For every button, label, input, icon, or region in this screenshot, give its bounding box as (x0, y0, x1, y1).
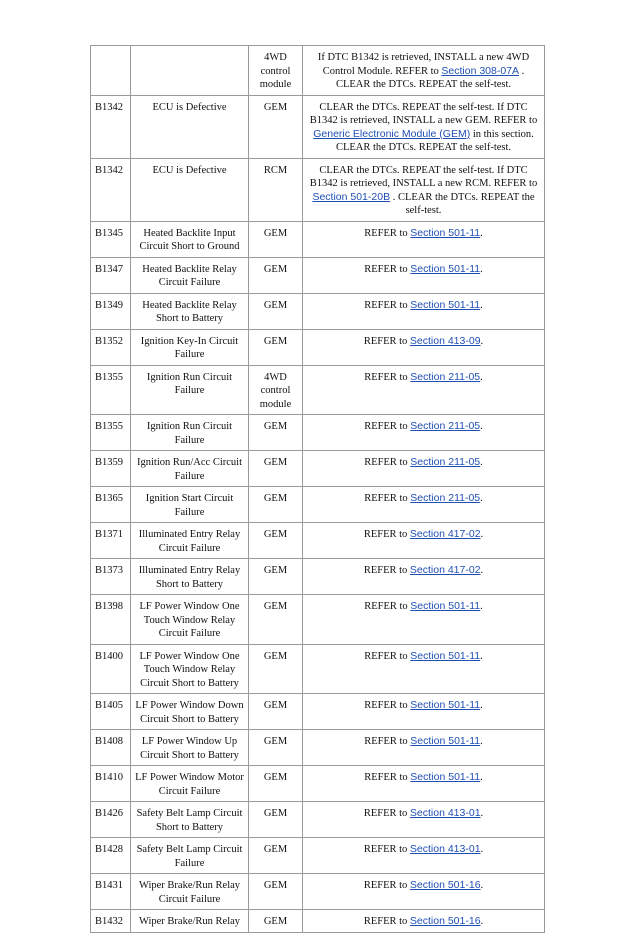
section-link[interactable]: Section 501-11 (410, 649, 481, 662)
action-text: . (480, 736, 483, 747)
table-row (91, 221, 545, 257)
dtc-code-cell (91, 46, 131, 96)
section-link[interactable]: Section 413-01 (409, 807, 481, 819)
dtc-description-cell: Ignition Run Circuit Failure (131, 365, 249, 415)
action-text: REFER to (364, 700, 411, 711)
action-text: REFER to (364, 457, 411, 468)
dtc-description-cell: Ignition Run Circuit Failure (131, 415, 249, 451)
action-text: REFER to (363, 916, 410, 927)
action-text: . (480, 421, 483, 432)
action-text: . (480, 457, 483, 468)
action-text: . (480, 601, 483, 612)
dtc-code-cell: B1345 (91, 221, 131, 257)
action-text: . (480, 772, 483, 783)
dtc-description-cell: Ignition Key-In Circuit Failure (131, 329, 249, 365)
action-text: . (480, 650, 483, 662)
dtc-code-cell: B1342 (91, 95, 131, 158)
dtc-code-cell: B1431 (91, 874, 131, 910)
action-text: REFER to (363, 808, 410, 819)
action-cell (303, 874, 545, 910)
table-row (91, 158, 545, 221)
action-text: . CLEAR the DTCs. REPEAT the self-test. (390, 191, 535, 216)
dtc-code-cell: B1365 (91, 487, 131, 523)
section-link[interactable]: Section 211-05 (410, 492, 481, 504)
section-link[interactable]: Section 501-11 (410, 298, 481, 311)
action-text: REFER to (364, 493, 411, 504)
module-cell: GEM (249, 910, 303, 933)
action-text: REFER to (363, 844, 410, 855)
table-row (91, 46, 545, 96)
action-text: . (480, 916, 484, 927)
table-row (91, 595, 545, 645)
action-text: . (480, 493, 483, 504)
action-text: REFER to (364, 736, 411, 747)
section-link[interactable]: Section 501-11 (410, 226, 481, 239)
dtc-code-cell: B1352 (91, 329, 131, 365)
module-cell: GEM (249, 293, 303, 329)
dtc-description-cell: Heated Backlite Relay Circuit Failure (131, 257, 249, 293)
dtc-code-cell: B1408 (91, 730, 131, 766)
section-link[interactable]: Section 501-16 (409, 915, 481, 927)
dtc-code-cell: B1355 (91, 415, 131, 451)
section-link[interactable]: Section 501-11 (410, 262, 481, 275)
dtc-description-cell: Heated Backlite Relay Short to Battery (131, 293, 249, 329)
module-cell: GEM (249, 766, 303, 802)
dtc-code-cell: B1410 (91, 766, 131, 802)
module-cell: 4WD control module (249, 46, 303, 96)
action-text: REFER to (364, 772, 411, 783)
module-cell: GEM (249, 644, 303, 694)
module-cell: GEM (249, 730, 303, 766)
action-text: REFER to (363, 335, 410, 347)
module-cell: GEM (249, 451, 303, 487)
action-text: If DTC B1342 is retrieved, INSTALL a new 4WD Control Module. REFER to (317, 52, 530, 77)
action-text: . (480, 529, 484, 540)
dtc-description-cell: LF Power Window Motor Circuit Failure (131, 766, 249, 802)
table-row (91, 257, 545, 293)
dtc-description-cell: LF Power Window One Touch Window Relay Circuit Failure (131, 595, 249, 645)
section-link[interactable]: Section 501-16 (409, 879, 481, 891)
table-row (91, 874, 545, 910)
action-cell (303, 329, 545, 365)
action-cell (303, 910, 545, 933)
action-cell (303, 559, 545, 595)
table-row (91, 694, 545, 730)
table-row (91, 523, 545, 559)
dtc-description-cell: Ignition Start Circuit Failure (131, 487, 249, 523)
table-row (91, 838, 545, 874)
action-text: REFER to (364, 650, 411, 662)
action-text: REFER to (364, 371, 411, 383)
module-cell: GEM (249, 415, 303, 451)
table-row (91, 644, 545, 694)
section-link[interactable]: Section 308-07A (441, 64, 520, 77)
dtc-description-cell: LF Power Window Up Circuit Short to Battery (131, 730, 249, 766)
dtc-description-cell: Wiper Brake/Run Relay Circuit Failure (131, 874, 249, 910)
table-row (91, 559, 545, 595)
dtc-code-cell: B1400 (91, 644, 131, 694)
action-text: . (480, 299, 483, 311)
section-link[interactable]: Section 211-05 (410, 456, 481, 468)
dtc-code-cell: B1359 (91, 451, 131, 487)
dtc-code-cell: B1347 (91, 257, 131, 293)
dtc-table-body (91, 46, 545, 933)
action-text: REFER to (364, 601, 411, 612)
action-text: in this section. CLEAR the DTCs. REPEAT the self-test. (335, 128, 534, 153)
action-cell (303, 644, 545, 694)
table-row (91, 329, 545, 365)
dtc-code-cell: B1398 (91, 595, 131, 645)
table-row (91, 730, 545, 766)
action-text: . (480, 565, 484, 576)
table-row (91, 365, 545, 415)
action-text: REFER to (364, 227, 411, 239)
module-cell: 4WD control module (249, 365, 303, 415)
action-cell (303, 257, 545, 293)
action-text: REFER to (363, 529, 410, 540)
module-cell: GEM (249, 559, 303, 595)
dtc-code-cell: B1405 (91, 694, 131, 730)
action-cell (303, 365, 545, 415)
section-link[interactable]: Section 501-11 (410, 699, 481, 711)
module-cell: GEM (249, 838, 303, 874)
action-cell (303, 415, 545, 451)
action-text: CLEAR the DTCs. REPEAT the self-test. If DTC B1342 is retrieved, INSTALL a new GEM. REFER to (309, 101, 538, 126)
table-row (91, 910, 545, 933)
action-cell (303, 766, 545, 802)
action-text: REFER to (364, 263, 411, 275)
action-cell (303, 158, 545, 221)
module-cell: GEM (249, 329, 303, 365)
section-link[interactable]: Section 501-11 (410, 735, 481, 747)
module-cell: GEM (249, 95, 303, 158)
action-cell (303, 595, 545, 645)
action-cell (303, 694, 545, 730)
table-row (91, 95, 545, 158)
action-text: . (480, 227, 483, 239)
module-cell: GEM (249, 487, 303, 523)
action-text: REFER to (363, 565, 410, 576)
dtc-description-cell: LF Power Window One Touch Window Relay Circuit Short to Battery (131, 644, 249, 694)
action-cell (303, 487, 545, 523)
action-text: . (480, 335, 484, 347)
section-link[interactable]: Section 501-11 (410, 771, 481, 783)
action-cell (303, 802, 545, 838)
action-text: . (480, 371, 483, 383)
action-text: REFER to (364, 299, 411, 311)
table-row (91, 415, 545, 451)
section-link[interactable]: Generic Electronic Module (GEM) (313, 127, 471, 140)
dtc-description-cell: Safety Belt Lamp Circuit Failure (131, 838, 249, 874)
section-link[interactable]: Section 501-20B (312, 190, 391, 203)
action-cell (303, 46, 545, 96)
module-cell: GEM (249, 595, 303, 645)
section-link[interactable]: Section 417-02 (409, 564, 481, 576)
action-text: REFER to (364, 421, 411, 432)
dtc-description-cell: Safety Belt Lamp Circuit Short to Battery (131, 802, 249, 838)
dtc-code-cell: B1428 (91, 838, 131, 874)
section-link[interactable]: Section 413-09 (409, 334, 481, 347)
action-cell (303, 95, 545, 158)
dtc-description-cell: Wiper Brake/Run Relay (131, 910, 249, 933)
dtc-description-cell: LF Power Window Down Circuit Short to Battery (131, 694, 249, 730)
table-row (91, 766, 545, 802)
action-text: . (480, 700, 483, 711)
dtc-code-cell: B1373 (91, 559, 131, 595)
dtc-code-cell: B1349 (91, 293, 131, 329)
table-row (91, 802, 545, 838)
action-text: . (480, 844, 484, 855)
table-row (91, 451, 545, 487)
section-link[interactable]: Section 413-01 (409, 843, 481, 855)
section-link[interactable]: Section 501-11 (410, 600, 481, 612)
dtc-description-cell: Heated Backlite Input Circuit Short to Ground (131, 221, 249, 257)
action-text: . (480, 263, 483, 275)
action-cell (303, 730, 545, 766)
dtc-code-cell: B1371 (91, 523, 131, 559)
dtc-code-cell: B1432 (91, 910, 131, 933)
section-link[interactable]: Section 211-05 (410, 420, 481, 432)
action-text: REFER to (363, 880, 410, 891)
table-row (91, 487, 545, 523)
action-cell (303, 838, 545, 874)
dtc-code-cell: B1426 (91, 802, 131, 838)
module-cell: RCM (249, 158, 303, 221)
module-cell: GEM (249, 257, 303, 293)
action-cell (303, 451, 545, 487)
dtc-description-cell: ECU is Defective (131, 158, 249, 221)
module-cell: GEM (249, 802, 303, 838)
module-cell: GEM (249, 523, 303, 559)
dtc-code-cell: B1342 (91, 158, 131, 221)
action-cell (303, 221, 545, 257)
action-cell (303, 523, 545, 559)
module-cell: GEM (249, 694, 303, 730)
section-link[interactable]: Section 211-05 (410, 370, 481, 383)
action-text: . (480, 880, 484, 891)
dtc-description-cell (131, 46, 249, 96)
action-cell (303, 293, 545, 329)
dtc-description-cell: Ignition Run/Acc Circuit Failure (131, 451, 249, 487)
action-text: CLEAR the DTCs. REPEAT the self-test. If DTC B1342 is retrieved, INSTALL a new RCM. REFER to (309, 164, 538, 189)
dtc-code-cell: B1355 (91, 365, 131, 415)
action-text: . CLEAR the DTCs. REPEAT the self-test. (335, 65, 525, 90)
module-cell: GEM (249, 221, 303, 257)
section-link[interactable]: Section 417-02 (409, 528, 481, 540)
action-text: . (480, 808, 484, 819)
dtc-description-cell: Illuminated Entry Relay Short to Battery (131, 559, 249, 595)
dtc-description-cell: Illuminated Entry Relay Circuit Failure (131, 523, 249, 559)
dtc-description-cell: ECU is Defective (131, 95, 249, 158)
dtc-table (90, 45, 545, 933)
table-row (91, 293, 545, 329)
module-cell: GEM (249, 874, 303, 910)
